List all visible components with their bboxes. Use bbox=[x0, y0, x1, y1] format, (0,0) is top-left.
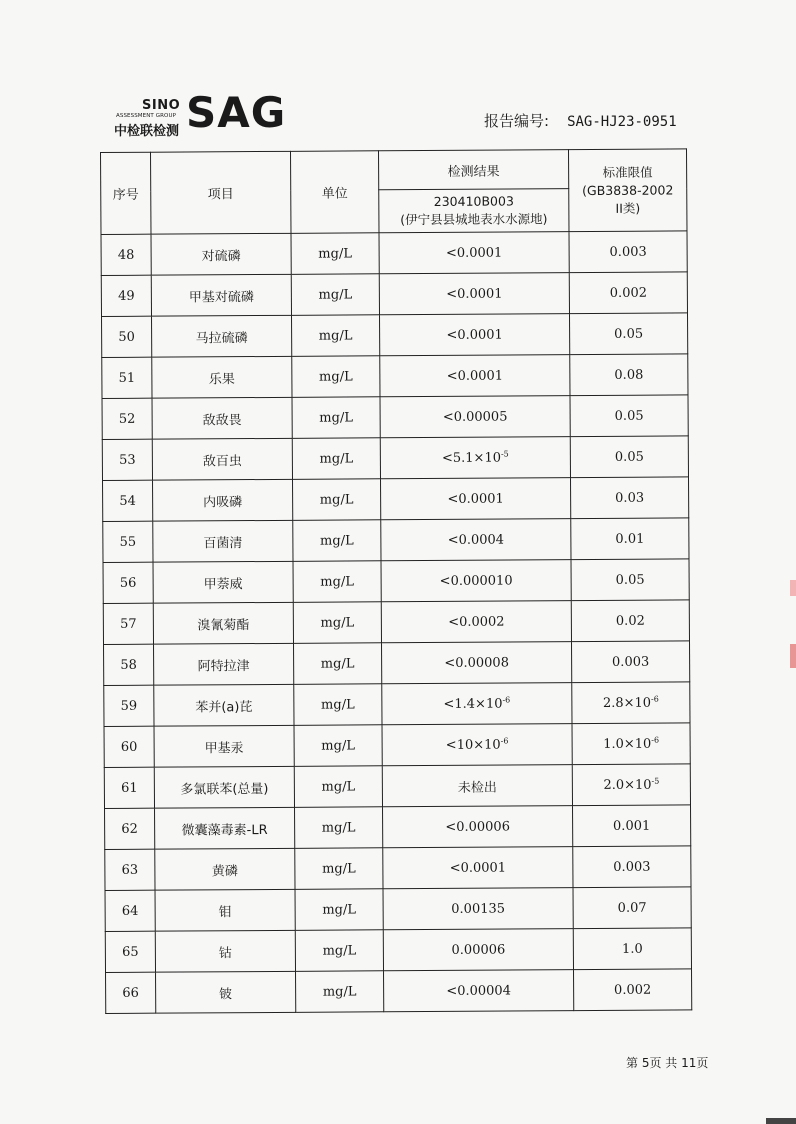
table-row bbox=[104, 723, 690, 768]
cell-result bbox=[382, 724, 572, 766]
logo-sino-text: SINO bbox=[142, 98, 181, 113]
cell-item: 苯并(a)芘 bbox=[154, 684, 294, 726]
cell-unit: mg/L bbox=[295, 930, 383, 972]
cell-no: 52 bbox=[102, 398, 152, 439]
cell-unit: mg/L bbox=[293, 520, 381, 562]
cell-unit: mg/L bbox=[294, 643, 382, 685]
cell-result: <0.0001 bbox=[379, 314, 569, 356]
table-row bbox=[103, 600, 689, 645]
limit-base: 1.0×10 bbox=[603, 736, 652, 752]
limit-base: 2.8×10 bbox=[602, 695, 652, 711]
table-row bbox=[102, 395, 688, 440]
result-exponent: -5 bbox=[500, 449, 509, 459]
cell-item: 阿特拉津 bbox=[154, 643, 294, 685]
cell-unit: mg/L bbox=[292, 315, 380, 357]
header-seq: 序号 bbox=[101, 152, 151, 234]
table-row bbox=[105, 846, 691, 891]
cell-limit: 0.08 bbox=[570, 354, 688, 396]
cell-no: 50 bbox=[102, 316, 152, 357]
result-exponent: -6 bbox=[502, 695, 511, 705]
cell-result: <0.0001 bbox=[380, 355, 570, 397]
cell-no: 66 bbox=[106, 972, 156, 1013]
table-row bbox=[103, 559, 689, 604]
limit-base: 2.0×10 bbox=[603, 777, 652, 793]
cell-limit: 1.0 bbox=[573, 928, 691, 970]
cell-result: <0.00004 bbox=[384, 970, 574, 1012]
limit-exponent: -6 bbox=[651, 735, 660, 745]
cell-item: 黄磷 bbox=[155, 848, 295, 890]
cell-item: 甲萘威 bbox=[153, 561, 293, 603]
cell-no: 63 bbox=[105, 849, 155, 890]
cell-no: 48 bbox=[101, 234, 151, 275]
cell-unit: mg/L bbox=[295, 889, 383, 931]
header-limit bbox=[568, 149, 686, 232]
cell-item: 内吸磷 bbox=[153, 479, 293, 521]
cell-no: 59 bbox=[104, 685, 154, 726]
cell-unit: mg/L bbox=[292, 356, 380, 398]
cell-result: <0.0001 bbox=[379, 273, 569, 315]
table-row bbox=[105, 805, 691, 850]
cell-limit: 0.07 bbox=[573, 887, 691, 929]
cell-no: 65 bbox=[105, 931, 155, 972]
cell-item: 微囊藻毒素-LR bbox=[155, 807, 295, 849]
cell-limit: 0.01 bbox=[571, 518, 689, 560]
cell-no: 57 bbox=[103, 603, 153, 644]
limit-exponent: -5 bbox=[651, 776, 660, 786]
cell-unit: mg/L bbox=[291, 274, 379, 316]
cell-no: 61 bbox=[104, 767, 154, 808]
cell-item: 百菌清 bbox=[153, 520, 293, 562]
cell-item: 对硫磷 bbox=[151, 233, 291, 275]
cell-item: 敌敌畏 bbox=[152, 397, 292, 439]
cell-item: 敌百虫 bbox=[152, 438, 292, 480]
cell-item: 多氯联苯(总量) bbox=[154, 766, 294, 808]
cell-result bbox=[380, 437, 570, 479]
cell-no: 60 bbox=[104, 726, 154, 767]
cell-result: <0.000010 bbox=[381, 560, 571, 602]
cell-unit: mg/L bbox=[295, 807, 383, 849]
header-sample-id: 230410B003 bbox=[433, 193, 514, 209]
cell-item: 钼 bbox=[155, 889, 295, 931]
result-base: <10×10 bbox=[445, 737, 501, 753]
table-row bbox=[102, 313, 688, 358]
cell-result: <0.0001 bbox=[379, 232, 569, 274]
cell-item: 乐果 bbox=[152, 356, 292, 398]
cell-no: 58 bbox=[104, 644, 154, 685]
cell-limit: 0.03 bbox=[570, 477, 688, 519]
cell-limit: 0.05 bbox=[570, 436, 688, 478]
cell-item: 甲基汞 bbox=[154, 725, 294, 767]
cell-result: <0.00008 bbox=[382, 642, 572, 684]
cell-unit: mg/L bbox=[295, 848, 383, 890]
cell-result: <0.0002 bbox=[381, 601, 571, 643]
header-limit-line2: (GB3838-2002 bbox=[582, 181, 674, 198]
cell-limit bbox=[572, 682, 690, 724]
header-limit-line3: II类) bbox=[615, 200, 641, 216]
cell-no: 56 bbox=[103, 562, 153, 603]
cell-result: <0.00006 bbox=[383, 806, 573, 848]
cell-result: <0.0004 bbox=[381, 519, 571, 561]
table-row bbox=[102, 354, 688, 399]
cell-no: 55 bbox=[103, 521, 153, 562]
table-row bbox=[101, 272, 687, 317]
header-sample bbox=[379, 189, 569, 233]
cell-limit: 0.003 bbox=[571, 641, 689, 683]
result-exponent: -6 bbox=[500, 736, 509, 746]
results-table bbox=[100, 148, 692, 1014]
cell-result: 0.00135 bbox=[383, 888, 573, 930]
cell-unit: mg/L bbox=[291, 233, 379, 275]
cell-item: 溴氰菊酯 bbox=[153, 602, 293, 644]
page-number: 第 5页 共 11页 bbox=[626, 1056, 709, 1070]
header-sample-location: (伊宁县县城地表水水源地) bbox=[400, 211, 548, 228]
cell-limit: 0.05 bbox=[569, 313, 687, 355]
company-logo bbox=[112, 88, 287, 140]
cell-result: <0.0001 bbox=[381, 478, 571, 520]
cell-item: 马拉硫磷 bbox=[152, 315, 292, 357]
cell-limit: 0.02 bbox=[571, 600, 689, 642]
cell-no: 54 bbox=[103, 480, 153, 521]
table-row bbox=[105, 928, 691, 973]
header-item: 项目 bbox=[151, 151, 291, 234]
cell-limit bbox=[572, 764, 690, 806]
header-unit: 单位 bbox=[290, 151, 378, 234]
table-row bbox=[104, 764, 690, 809]
report-number-value: SAG-HJ23-0951 bbox=[567, 114, 677, 130]
report-number-label: 报告编号: bbox=[484, 112, 550, 130]
cell-limit: 0.002 bbox=[569, 272, 687, 314]
logo-sag-text: SAG bbox=[186, 88, 287, 137]
table-row bbox=[103, 477, 689, 522]
cell-limit: 0.05 bbox=[570, 395, 688, 437]
cell-item: 钴 bbox=[155, 930, 295, 972]
cell-limit: 0.001 bbox=[573, 805, 691, 847]
cell-item: 铍 bbox=[156, 971, 296, 1013]
scan-edge-mark bbox=[790, 580, 796, 740]
header-result: 检测结果 bbox=[378, 150, 568, 190]
result-base: <1.4×10 bbox=[443, 696, 503, 712]
table-row bbox=[101, 231, 687, 276]
table-row bbox=[103, 518, 689, 563]
cell-limit: 0.05 bbox=[571, 559, 689, 601]
report-number bbox=[484, 110, 677, 131]
scan-bottom-bar bbox=[766, 1118, 796, 1124]
cell-no: 51 bbox=[102, 357, 152, 398]
table-row bbox=[105, 887, 691, 932]
table-row bbox=[104, 641, 690, 686]
cell-unit: mg/L bbox=[294, 725, 382, 767]
cell-result bbox=[382, 683, 572, 725]
cell-unit: mg/L bbox=[294, 766, 382, 808]
logo-group-text: ASSESSMENT GROUP bbox=[116, 113, 176, 119]
cell-limit: 0.003 bbox=[573, 846, 691, 888]
cell-no: 53 bbox=[102, 439, 152, 480]
cell-limit: 0.002 bbox=[574, 969, 692, 1011]
cell-unit: mg/L bbox=[293, 479, 381, 521]
logo-cn-text: 中检联检测 bbox=[114, 124, 180, 139]
cell-result: 未检出 bbox=[382, 765, 572, 807]
cell-no: 62 bbox=[105, 808, 155, 849]
cell-limit: 0.003 bbox=[569, 231, 687, 273]
cell-no: 64 bbox=[105, 890, 155, 931]
cell-unit: mg/L bbox=[292, 438, 380, 480]
table-row bbox=[104, 682, 690, 727]
header-limit-line1: 标准限值 bbox=[602, 164, 653, 180]
limit-exponent: -6 bbox=[650, 694, 659, 704]
cell-unit: mg/L bbox=[292, 397, 380, 439]
cell-unit: mg/L bbox=[293, 561, 381, 603]
cell-result: 0.00006 bbox=[383, 929, 573, 971]
result-base: <5.1×10 bbox=[441, 450, 502, 466]
cell-result: <0.0001 bbox=[383, 847, 573, 889]
table-row bbox=[106, 969, 692, 1014]
cell-result: <0.00005 bbox=[380, 396, 570, 438]
table-row bbox=[102, 436, 688, 481]
cell-unit: mg/L bbox=[296, 971, 384, 1013]
cell-unit: mg/L bbox=[293, 602, 381, 644]
cell-no: 49 bbox=[101, 275, 151, 316]
cell-item: 甲基对硫磷 bbox=[151, 274, 291, 316]
cell-unit: mg/L bbox=[294, 684, 382, 726]
cell-limit bbox=[572, 723, 690, 765]
